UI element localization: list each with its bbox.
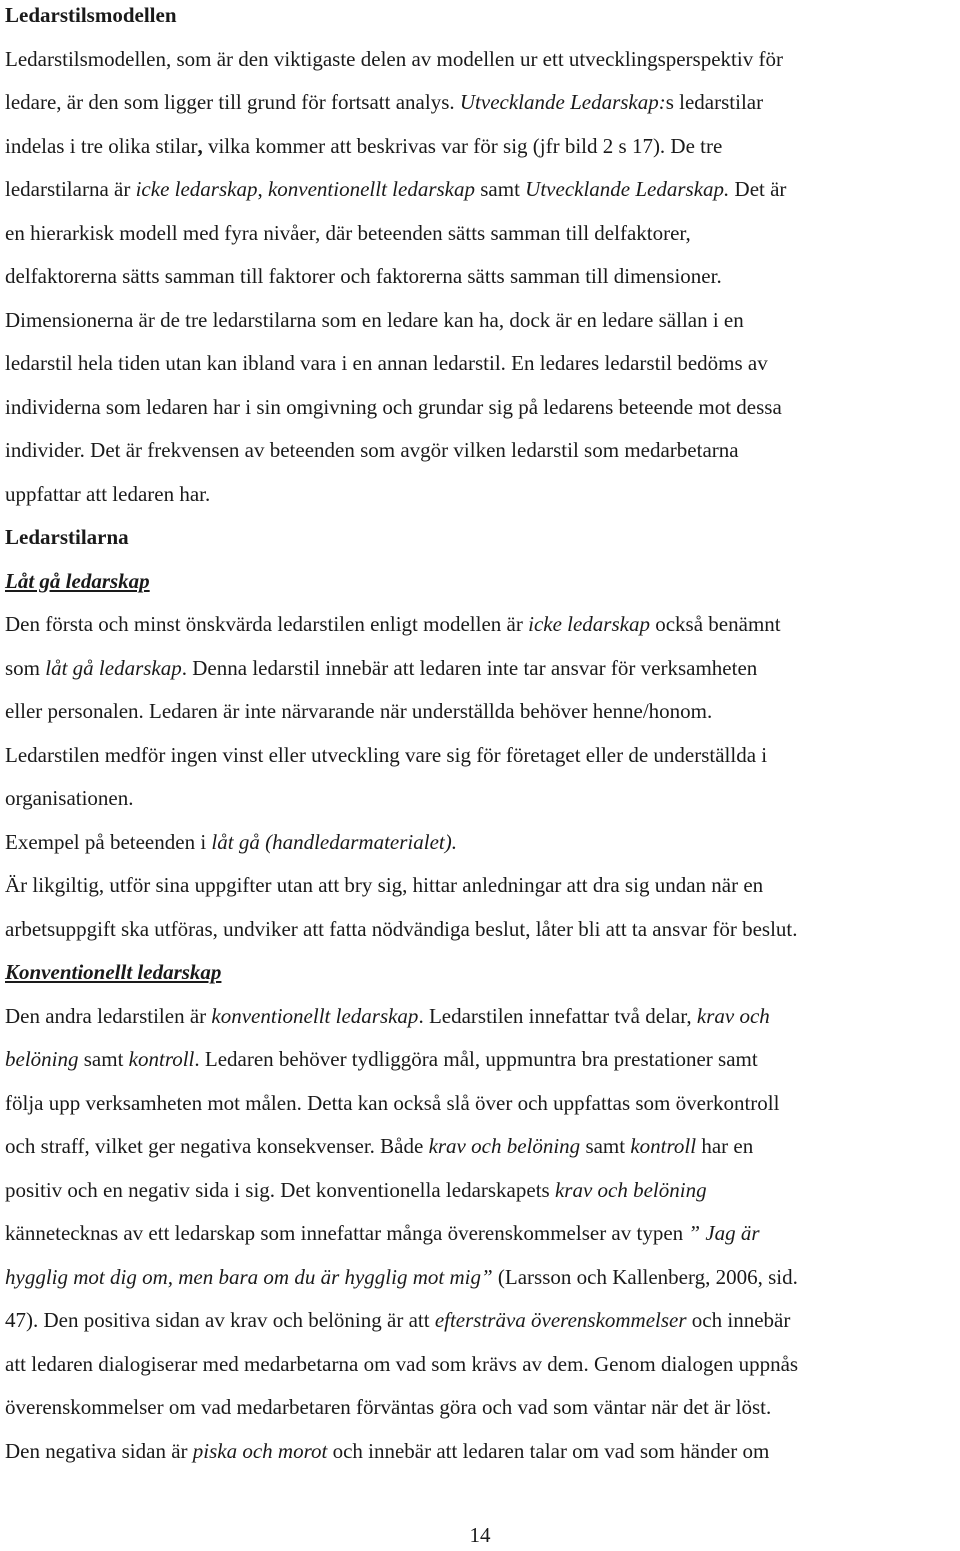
subsection-heading bbox=[5, 560, 960, 604]
text-segment: konventionellt ledarskap bbox=[211, 1003, 419, 1028]
text-segment: och innebär att ledaren talar om vad som händer om bbox=[327, 1438, 770, 1463]
text-line bbox=[5, 1299, 960, 1343]
text-segment: Ledarstilarna bbox=[5, 525, 129, 549]
text-line bbox=[5, 212, 960, 256]
text-line bbox=[5, 342, 960, 386]
text-segment: konventionellt ledarskap bbox=[267, 177, 475, 201]
text-segment: Utvecklande Ledarskap: bbox=[459, 90, 666, 114]
text-segment: 47). Den positiva sidan av krav och belöning är att bbox=[5, 1308, 435, 1332]
text-segment: piska och morot bbox=[192, 1438, 328, 1463]
text-line bbox=[5, 864, 960, 908]
text-line bbox=[5, 81, 960, 125]
text-line bbox=[5, 1082, 960, 1126]
subsection-heading bbox=[5, 951, 960, 995]
text-line bbox=[5, 38, 960, 82]
text-segment: krav och belöning bbox=[554, 1177, 707, 1202]
section-heading bbox=[5, 0, 960, 38]
text-segment: uppfattar att ledaren har. bbox=[5, 481, 211, 506]
text-segment: hygglig mot dig om, men bara om du är hygglig mot mig” bbox=[5, 1264, 493, 1289]
section-heading bbox=[5, 516, 960, 560]
text-line bbox=[5, 255, 960, 299]
text-segment: vilka kommer att beskrivas var för sig (jfr bild 2 s 17). De tre bbox=[202, 133, 723, 158]
text-segment: låt gå (handledarmaterialet). bbox=[211, 829, 457, 854]
document-body bbox=[5, 0, 960, 1473]
text-segment: individer. Det är frekvensen av beteenden som avgör vilken ledarstil som medarbetarna bbox=[5, 438, 739, 462]
text-segment: Utvecklande Ledarskap. bbox=[525, 177, 730, 201]
text-segment: Den första och minst önskvärda ledarstilen enligt modellen är bbox=[5, 612, 529, 636]
text-line bbox=[5, 995, 960, 1039]
text-segment: och straff, vilket ger negativa konsekvenser. Både bbox=[5, 1134, 429, 1158]
page-number: 14 bbox=[469, 1523, 491, 1547]
text-segment: krav och bbox=[696, 1003, 770, 1028]
text-segment: överenskommelser om vad medarbetaren förväntas göra och vad som väntar när det är löst. bbox=[5, 1395, 772, 1419]
text-segment: . Denna ledarstil innebär att ledaren inte tar ansvar för verksamheten bbox=[181, 655, 758, 680]
text-segment: Det är bbox=[729, 177, 787, 201]
text-segment: och innebär bbox=[686, 1308, 791, 1332]
text-segment: ledarstilarna är bbox=[5, 177, 136, 201]
text-segment: . Ledaren behöver tydliggöra mål, uppmuntra bra prestationer samt bbox=[194, 1047, 758, 1071]
text-segment: krav och belöning bbox=[428, 1134, 581, 1158]
text-segment: individerna som ledaren har i sin omgivning och grundar sig på ledarens beteende mot dessa bbox=[5, 394, 782, 419]
text-segment: s ledarstilar bbox=[665, 90, 764, 114]
text-line bbox=[5, 1212, 960, 1256]
text-segment: samt bbox=[78, 1047, 129, 1071]
text-segment: ” Jag är bbox=[688, 1221, 760, 1245]
text-segment: Ledarstilen medför ingen vinst eller utveckling vare sig för företaget eller de underställda i bbox=[5, 742, 768, 767]
text-line bbox=[5, 1038, 960, 1082]
document-page bbox=[5, 0, 960, 1473]
text-line bbox=[5, 1169, 960, 1213]
text-segment: också benämnt bbox=[649, 612, 781, 636]
text-segment: kontroll bbox=[128, 1047, 195, 1071]
text-segment: låt gå ledarskap bbox=[45, 655, 182, 680]
text-line bbox=[5, 1256, 960, 1300]
text-segment: icke ledarskap bbox=[135, 177, 258, 201]
text-segment: positiv och en negativ sida i sig. Det konventionella ledarskapets bbox=[5, 1177, 555, 1202]
text-segment: kontroll bbox=[630, 1134, 697, 1158]
text-segment: delfaktorerna sätts samman till faktorer och faktorerna sätts samman till dimensioner. bbox=[5, 264, 722, 288]
text-line bbox=[5, 1386, 960, 1430]
text-segment: ledarstil hela tiden utan kan ibland vara i en annan ledarstil. En ledares ledarstil bedöms av bbox=[5, 351, 768, 375]
text-segment: Ledarstilsmodellen bbox=[5, 3, 177, 27]
text-line bbox=[5, 1343, 960, 1387]
text-segment: Ledarstilsmodellen, som är den viktigaste delen av modellen ur ett utvecklingsperspektiv för bbox=[5, 46, 783, 71]
text-segment: . Ledarstilen innefattar två delar, bbox=[418, 1003, 697, 1028]
text-line bbox=[5, 908, 960, 952]
text-segment: eftersträva överenskommelser bbox=[434, 1308, 687, 1332]
text-segment: icke ledarskap bbox=[528, 612, 650, 636]
text-segment: Den negativa sidan är bbox=[5, 1438, 193, 1463]
text-line bbox=[5, 125, 960, 169]
text-segment: Dimensionerna är de tre ledarstilarna som en ledare kan ha, dock är en ledare sällan i en bbox=[5, 307, 744, 332]
text-segment: samt bbox=[580, 1134, 631, 1158]
text-segment: belöning bbox=[5, 1047, 79, 1071]
text-segment: en hierarkisk modell med fyra nivåer, där beteenden sätts samman till delfaktorer, bbox=[5, 220, 691, 245]
text-line bbox=[5, 734, 960, 778]
text-segment: (Larsson och Kallenberg, 2006, sid. bbox=[492, 1264, 798, 1289]
text-segment: har en bbox=[696, 1134, 754, 1158]
text-segment: Låt gå ledarskap bbox=[5, 568, 150, 593]
text-line bbox=[5, 429, 960, 473]
text-segment: kännetecknas av ett ledarskap som innefattar många överenskommelser av typen bbox=[5, 1221, 689, 1245]
text-segment: , bbox=[257, 177, 268, 201]
text-line bbox=[5, 777, 960, 821]
text-segment: Den andra ledarstilen är bbox=[5, 1003, 212, 1028]
text-line bbox=[5, 473, 960, 517]
text-segment: Konventionellt ledarskap bbox=[5, 960, 222, 984]
text-segment: Exempel på beteenden i bbox=[5, 829, 212, 854]
text-segment: arbetsuppgift ska utföras, undviker att fatta nödvändiga beslut, låter bli att ta ansvar för beslut. bbox=[5, 916, 798, 941]
text-line bbox=[5, 647, 960, 691]
text-segment: , bbox=[197, 133, 203, 158]
text-segment: eller personalen. Ledaren är inte närvarande när underställda behöver henne/honom. bbox=[5, 699, 713, 723]
text-segment: Är likgiltig, utför sina uppgifter utan att bry sig, hittar anledningar att dra sig undan när en bbox=[5, 873, 764, 897]
text-line bbox=[5, 168, 960, 212]
text-line bbox=[5, 690, 960, 734]
text-segment: som bbox=[5, 655, 46, 680]
text-line bbox=[5, 1430, 960, 1474]
text-segment: följa upp verksamheten mot målen. Detta kan också slå över och uppfattas som överkontroll bbox=[5, 1090, 780, 1115]
text-segment: samt bbox=[475, 177, 526, 201]
text-line bbox=[5, 299, 960, 343]
text-line bbox=[5, 386, 960, 430]
text-line bbox=[5, 603, 960, 647]
text-line bbox=[5, 821, 960, 865]
text-segment: indelas i tre olika stilar bbox=[5, 133, 198, 158]
text-segment: ledare, är den som ligger till grund för fortsatt analys. bbox=[5, 90, 460, 114]
text-segment: att ledaren dialogiserar med medarbetarna om vad som krävs av dem. Genom dialogen uppnås bbox=[5, 1351, 799, 1376]
text-segment: organisationen. bbox=[5, 786, 134, 810]
text-line bbox=[5, 1125, 960, 1169]
